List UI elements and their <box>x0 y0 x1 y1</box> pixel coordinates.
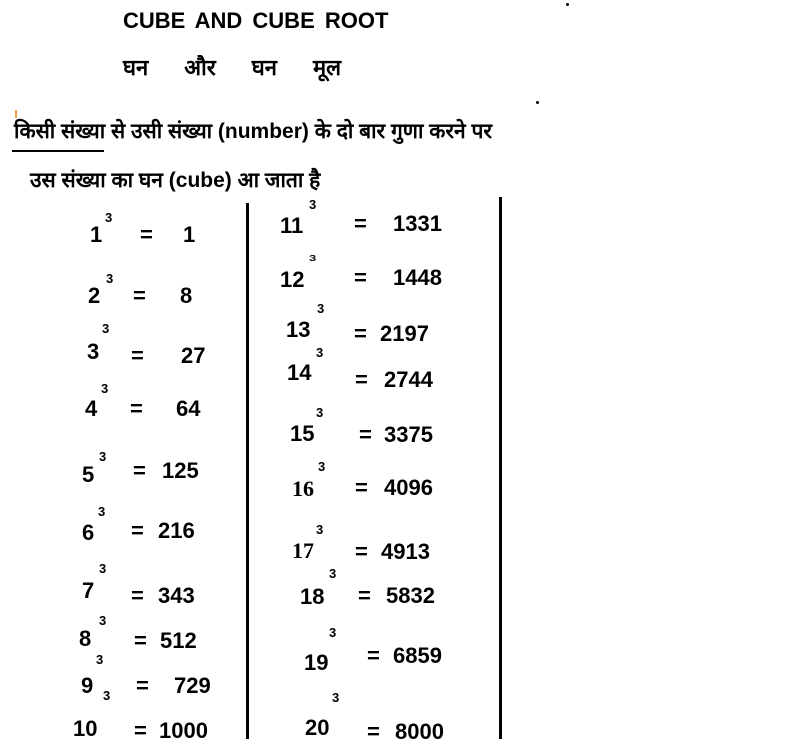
right-equals-sign: = <box>354 321 367 346</box>
right-cube-value: 1448 <box>393 265 442 290</box>
left-base-number: 8 <box>79 626 92 651</box>
right-cube-value: 2197 <box>380 321 429 346</box>
left-cube-value: 512 <box>160 628 197 653</box>
right-cube-value: 5832 <box>386 583 435 608</box>
left-base-number: 5 <box>82 462 95 487</box>
left-equals-sign: = <box>133 283 146 308</box>
left-cube-value: 1 <box>183 222 196 247</box>
right-base-number: 11 <box>280 213 304 238</box>
left-cube-value: 64 <box>176 396 201 421</box>
left-base-number: 9 <box>81 673 94 698</box>
right-cube-value: 6859 <box>393 643 442 668</box>
left-cube-value: 1000 <box>159 718 208 743</box>
left-equals-sign: = <box>131 583 144 608</box>
left-equals-sign: = <box>134 718 147 743</box>
left-exponent: 3 <box>103 688 111 703</box>
description-line-1: किसी संख्या से उसी संख्या (number) के दो बार गुणा करने पर <box>14 120 492 143</box>
left-exponent: 3 <box>99 613 107 628</box>
right-base-number: 19 <box>304 650 329 675</box>
right-equals-sign: = <box>354 211 367 236</box>
left-equals-sign: = <box>130 396 143 421</box>
left-cube-value: 216 <box>158 518 195 543</box>
right-exponent: 3 <box>332 690 340 705</box>
left-exponent: 3 <box>101 381 109 396</box>
left-equals-sign: = <box>131 518 144 543</box>
left-equals-sign: = <box>134 628 147 653</box>
right-exponent: 3 <box>317 301 325 316</box>
stray-dot <box>566 3 569 6</box>
right-cube-value: 1331 <box>393 211 442 236</box>
right-base-number: 18 <box>300 584 325 609</box>
right-exponent: 3 <box>329 625 337 640</box>
right-equals-sign: = <box>354 265 367 290</box>
left-base-number: 1 <box>90 222 103 247</box>
left-base-number: 10 <box>73 716 98 741</box>
right-equals-sign: = <box>358 583 371 608</box>
right-base-number: 17 <box>292 538 314 563</box>
left-exponent: 3 <box>102 321 110 336</box>
right-exponent: 3 <box>318 459 326 474</box>
left-equals-sign: = <box>131 343 144 368</box>
hindi-title-word: मूल <box>312 55 342 80</box>
stray-dot <box>536 101 539 104</box>
right-equals-sign: = <box>355 367 368 392</box>
left-equals-sign: = <box>136 673 149 698</box>
right-exponent: 3 <box>316 345 324 360</box>
right-cube-value: 4913 <box>381 539 430 564</box>
column-divider-right <box>499 197 502 739</box>
right-base-number: 20 <box>305 715 330 740</box>
right-exponent: 3 <box>309 197 317 212</box>
right-equals-sign: = <box>367 719 380 744</box>
left-base-number: 7 <box>82 578 95 603</box>
left-base-number: 6 <box>82 520 95 545</box>
right-cube-value: 8000 <box>395 719 444 744</box>
left-base-number: 2 <box>88 283 101 308</box>
left-exponent: 3 <box>99 449 107 464</box>
page-title: CUBE AND CUBE ROOT <box>123 8 389 33</box>
right-equals-sign: = <box>355 475 368 500</box>
left-exponent: 3 <box>96 652 104 667</box>
left-equals-sign: = <box>140 222 153 247</box>
hindi-title-word: घन <box>251 55 277 80</box>
left-base-number: 4 <box>85 396 98 421</box>
hindi-title <box>123 52 377 82</box>
right-exponent: 3 <box>309 254 317 263</box>
column-divider-left <box>246 203 249 739</box>
left-exponent: 3 <box>106 271 114 286</box>
right-exponent: 3 <box>329 566 337 581</box>
right-cube-value: 2744 <box>384 367 433 392</box>
left-equals-sign: = <box>133 458 146 483</box>
hindi-title-word: घन <box>123 55 149 80</box>
underline-stroke <box>12 150 104 152</box>
right-equals-sign: = <box>355 539 368 564</box>
right-base-number: 12 <box>280 267 305 292</box>
right-exponent: 3 <box>316 522 324 537</box>
right-cube-value: 4096 <box>384 475 433 500</box>
left-cube-value: 343 <box>158 583 195 608</box>
left-cube-value: 27 <box>181 343 206 368</box>
hindi-title-word: और <box>184 55 216 80</box>
right-exponent: 3 <box>316 405 324 420</box>
left-cube-value: 729 <box>174 673 211 698</box>
left-exponent: 3 <box>105 210 113 225</box>
right-equals-sign: = <box>367 643 380 668</box>
description-line-2: उस संख्या का घन (cube) आ जाता है <box>30 169 321 192</box>
right-cube-value: 3375 <box>384 422 433 447</box>
left-exponent: 3 <box>98 504 106 519</box>
left-base-number: 3 <box>87 339 100 364</box>
right-base-number: 15 <box>290 421 315 446</box>
right-base-number: 16 <box>292 476 314 501</box>
left-cube-value: 8 <box>180 283 193 308</box>
right-base-number: 13 <box>286 317 311 342</box>
left-cube-value: 125 <box>162 458 199 483</box>
right-base-number: 14 <box>287 360 312 385</box>
left-exponent: 3 <box>99 561 107 576</box>
right-equals-sign: = <box>359 422 372 447</box>
